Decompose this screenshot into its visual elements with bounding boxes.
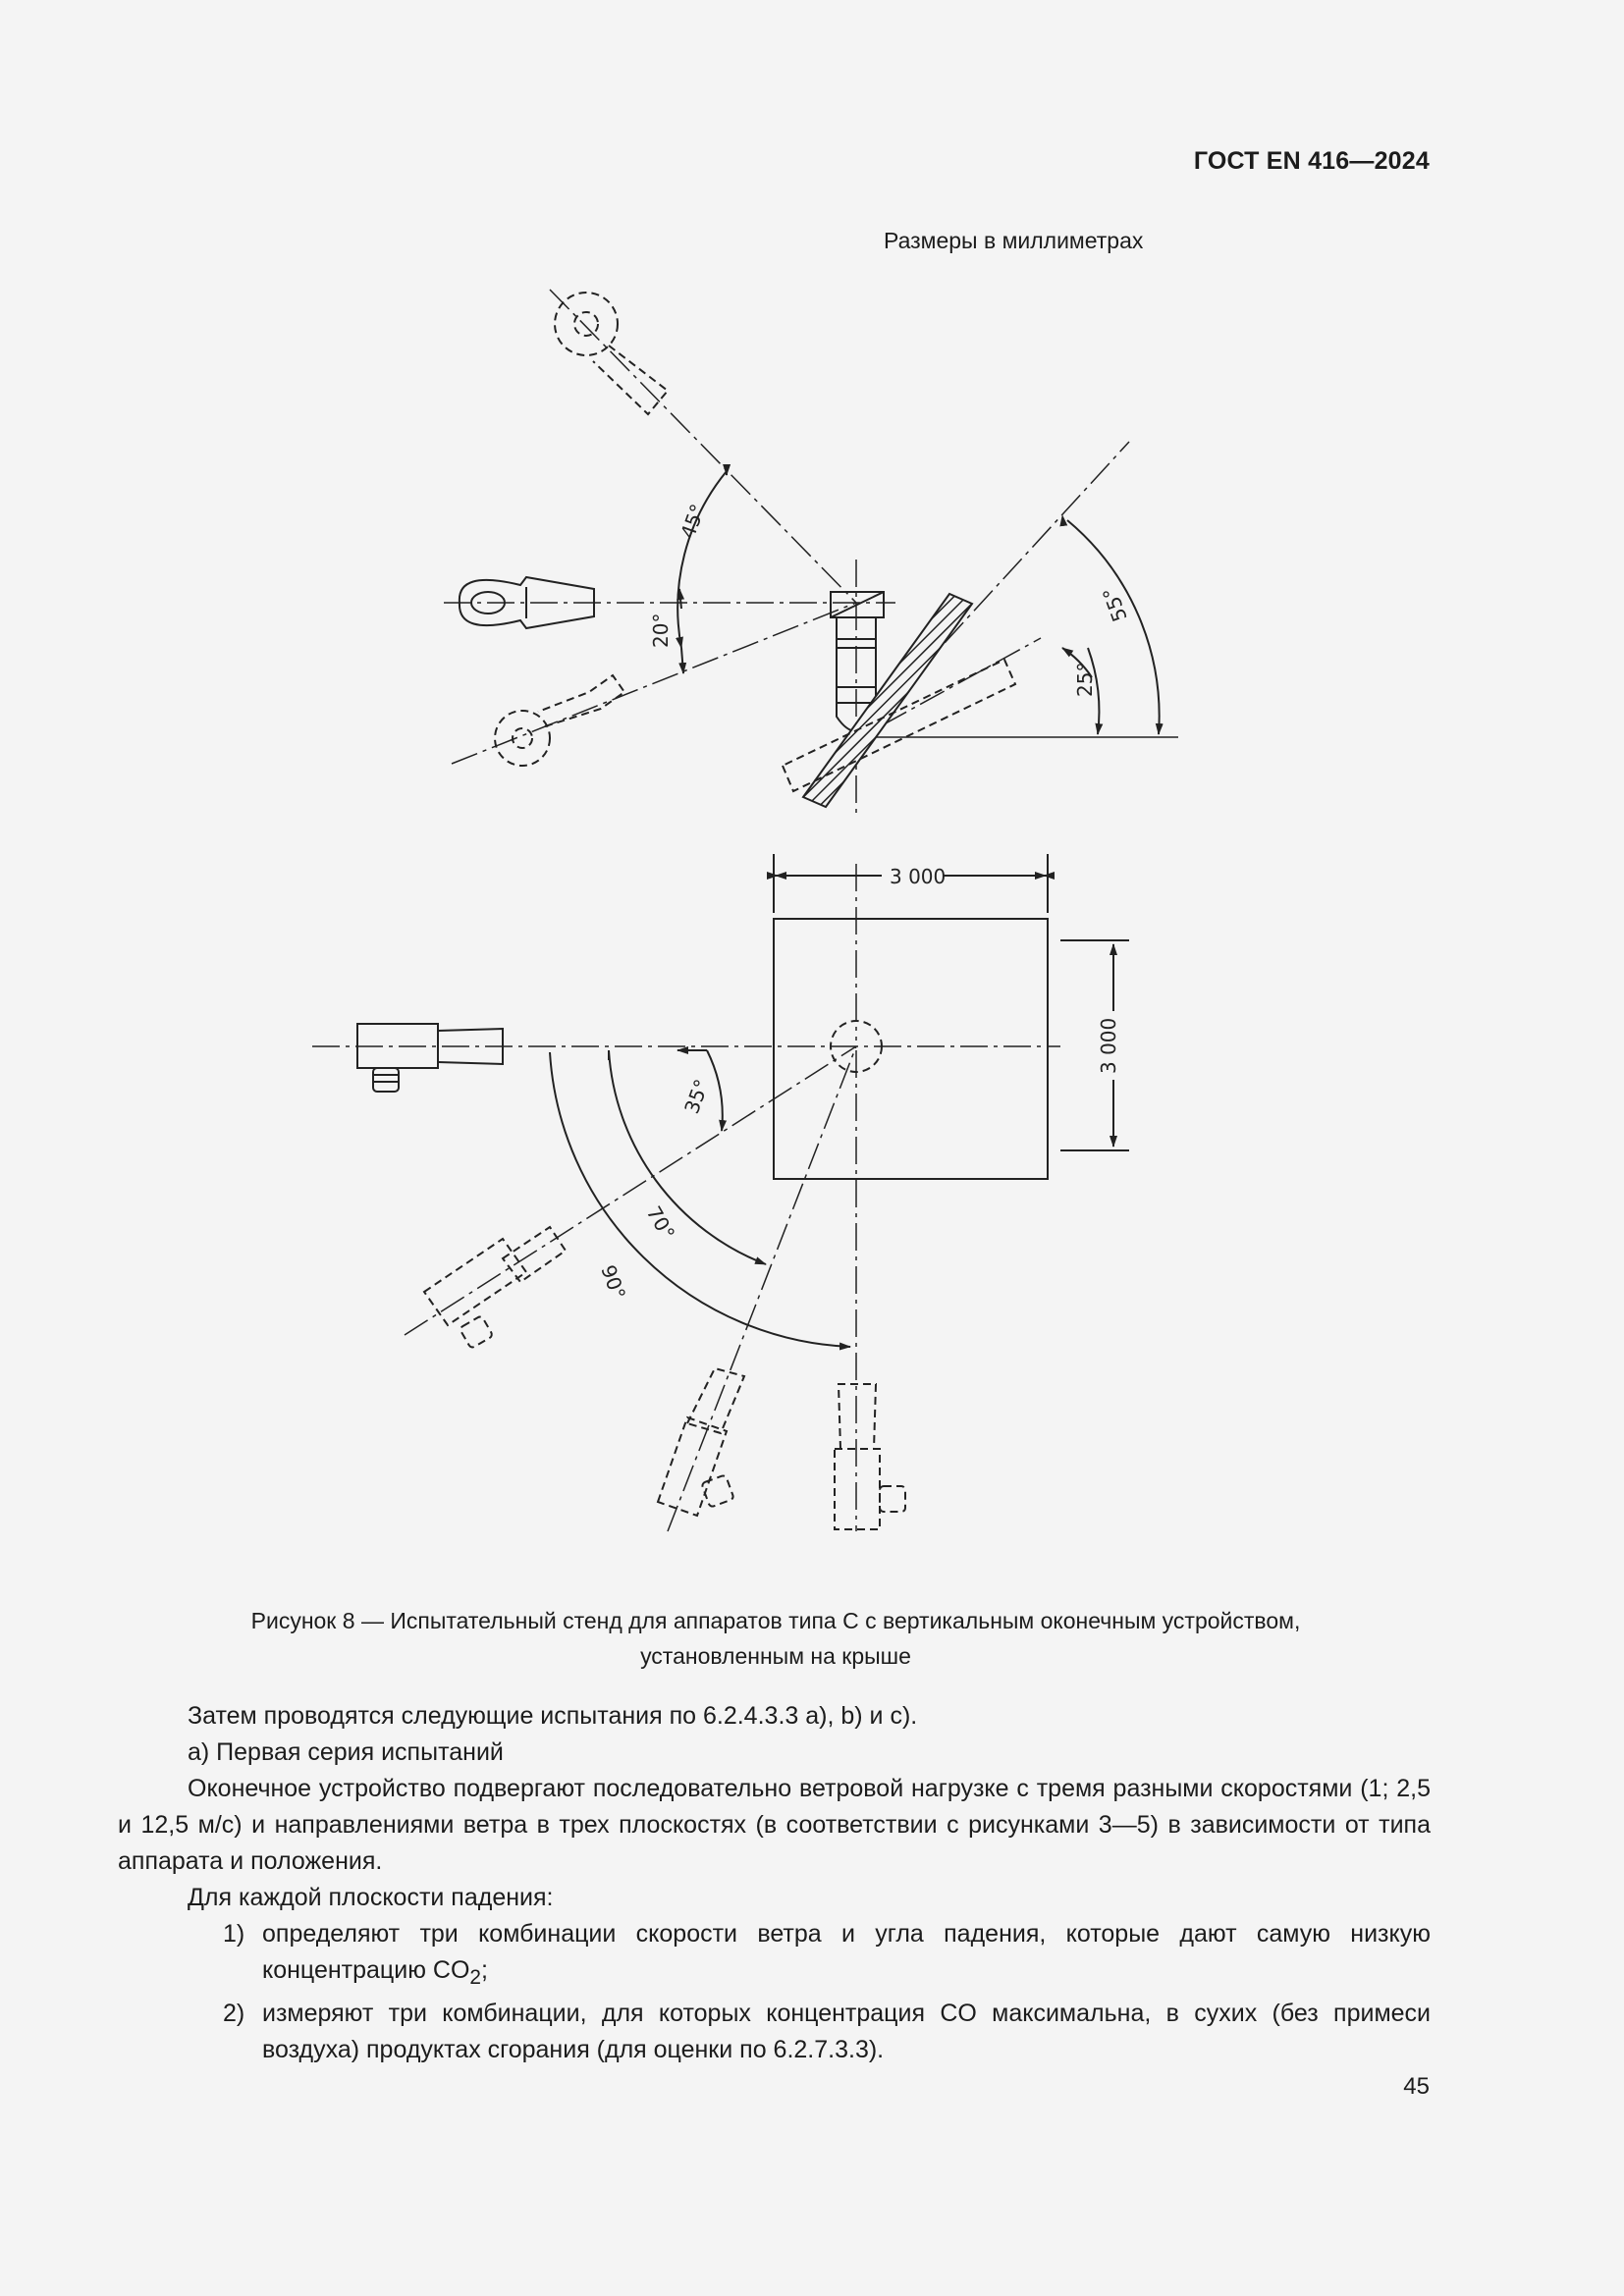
upper-diagram <box>444 290 1178 815</box>
label-dim-width: 3 000 <box>890 865 947 888</box>
label-angle-35: 35° <box>679 1076 714 1117</box>
terminal-45-deg <box>555 293 668 414</box>
units-note: Размеры в миллиметрах <box>884 228 1144 253</box>
label-dim-height: 3 000 <box>1097 1017 1120 1074</box>
caption-line-1: Рисунок 8 — Испытательный стенд для аппаратов типа С с вертикальным оконечным устройством, <box>250 1608 1301 1633</box>
list-text-1-main: определяют три комбинации скорости ветра и угла падения, которые дают самую низкую концентрацию CO <box>262 1920 1431 1984</box>
list-text-1 <box>262 1916 1431 1996</box>
plan-terminal-70-deg <box>658 1368 744 1516</box>
list-text-1-end: ; <box>481 1956 488 1984</box>
label-angle-45: 45° <box>676 501 710 542</box>
paragraph-1: Затем проводятся следующие испытания по 6.2.4.3.3 а), b) и с). <box>188 1702 918 1730</box>
label-angle-90: 90° <box>596 1261 630 1304</box>
list-number-2: 2) <box>223 2000 245 2027</box>
test-platform <box>774 919 1048 1179</box>
caption-line-2: установленным на крыше <box>640 1643 911 1669</box>
label-angle-20: 20° <box>649 613 673 648</box>
label-angle-70: 70° <box>641 1201 680 1245</box>
figure-caption <box>118 1603 1434 1674</box>
paragraph-2: а) Первая серия испытаний <box>188 1738 504 1766</box>
lower-diagram <box>312 854 1129 1531</box>
label-angle-25: 25° <box>1073 662 1097 697</box>
plan-terminal-0-deg <box>357 1024 503 1092</box>
page-number: 45 <box>1403 2073 1430 2100</box>
plan-terminal-90-deg <box>835 1384 905 1529</box>
list-item-2 <box>118 1996 1431 2068</box>
list-item-1 <box>118 1916 1431 1996</box>
paragraph-3: Оконечное устройство подвергают последовательно ветровой нагрузке с тремя разными скоростями (1; 2,5 и 12,5 м/с) и направлениями ветра в трех плоскостях (в соответствии с рисунками 3—5) в зависимости от типа аппарата и положения. <box>118 1775 1431 1875</box>
list-number-1: 1) <box>223 1920 245 1948</box>
paragraph-4: Для каждой плоскости падения: <box>188 1884 554 1911</box>
terminal-20-deg <box>495 675 624 766</box>
co2-subscript: 2 <box>469 1966 482 1989</box>
list-text-2: измеряют три комбинации, для которых концентрация CO максимальна, в сухих (без примеси воздуха) продуктах сгорания (для оценки по 6.2.7.3.3). <box>262 2000 1431 2063</box>
label-angle-55: 55° <box>1098 583 1132 625</box>
document-id: ГОСТ EN 416—2024 <box>1193 147 1430 175</box>
body-text <box>118 1698 1431 2068</box>
